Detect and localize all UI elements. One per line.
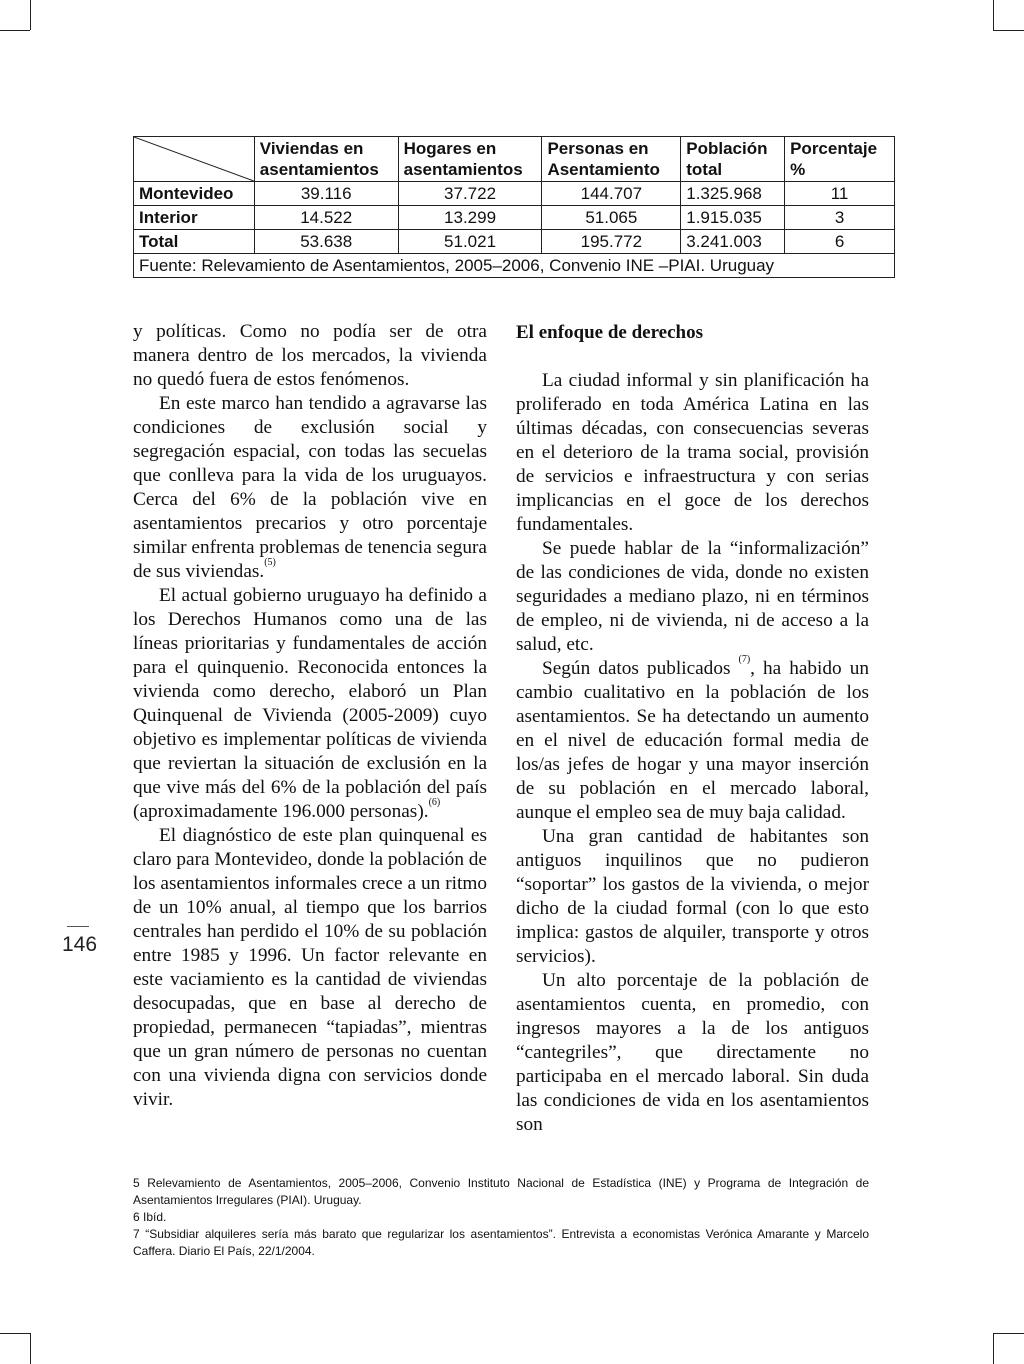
table-row [134, 206, 895, 230]
column-header: Hogares en asentamientos [398, 137, 542, 182]
table-cell: 51.065 [542, 206, 681, 230]
row-label: Montevideo [134, 182, 255, 206]
paragraph: La ciudad informal y sin planificación ha proliferado en toda América Latina en las últimas décadas, con consecuencias severas en el deterioro de la trama social, provisión de servicios e infraestructura y con serias implicancias en el goce de los derechos fundamentales. [516, 370, 869, 535]
paragraph [133, 392, 487, 584]
crop-mark [993, 1333, 994, 1364]
left-column [133, 320, 487, 1112]
table-cell: 1.915.035 [681, 206, 785, 230]
page-number: 146 [62, 933, 98, 956]
table-cell: 13.299 [398, 206, 542, 230]
crop-mark [30, 0, 31, 30]
table-cell: 144.707 [542, 182, 681, 206]
table-cell: 3.241.003 [681, 230, 785, 254]
table-row [134, 182, 895, 206]
crop-mark [0, 1333, 30, 1334]
table-source: Fuente: Relevamiento de Asentamientos, 2005–2006, Convenio INE –PIAI. Uruguay [134, 254, 895, 278]
paragraph [516, 654, 869, 825]
footnote-ref: (5) [264, 557, 276, 568]
right-column [516, 320, 869, 1137]
table-row [134, 230, 895, 254]
paragraph-text: El actual gobierno uruguayo ha definido a los Derechos Humanos como una de las líneas prioritarias y fundamentales de acción para el quinquenio. Reconocida entonces la vivienda como derecho, elaboró un Plan Quinquenal de Vivienda (2005-2009) cuyo objetivo es implementar políticas de vivienda que reviertan la situación de exclusión en la que vive más del 6% de la población del país (aproximadamente 196.000 personas). [133, 585, 487, 822]
paragraph: Un alto porcentaje de la población de asentamientos cuenta, en promedio, con ingresos mayores a la de los antiguos “cantegriles”, que directamente no participaba en el mercado laboral. Sin duda las condiciones de vida en los asentamientos son [516, 970, 869, 1135]
table-cell: 37.722 [398, 182, 542, 206]
settlements-table [133, 136, 895, 278]
paragraph-text: , ha habido un cambio cualitativo en la población de los asentamientos. Se ha detectando un aumento en el nivel de educación formal media de los/as jefes de hogar y una mayor inserción de su población en el mercado laboral, aunque el empleo sea de muy baja calidad. [516, 658, 869, 823]
footnote-ref: (7) [738, 654, 751, 665]
paragraph-text: Según datos publicados [542, 658, 739, 679]
table-cell: 195.772 [542, 230, 681, 254]
section-heading: El enfoque de derechos [516, 322, 704, 343]
footnote: 7 “Subsidiar alquileres sería más barato que regularizar los asentamientos”. Entrevista a economistas Verónica Amarante y Marcelo Caffera. Diario El País, 22/1/2004. [133, 1227, 869, 1258]
table-cell: 51.021 [398, 230, 542, 254]
column-header: Población total [681, 137, 785, 182]
paragraph-text: En este marco han tendido a agravarse las condiciones de exclusión social y segregación espacial, con todas las secuelas que conlleva para la vida de los uruguayos. Cerca del 6% de la población vive en asentamientos precarios y otro porcentaje similar enfrenta problemas de tenencia segura de sus viviendas. [133, 393, 487, 582]
crop-mark [993, 30, 1024, 31]
footnote-ref: (6) [428, 797, 441, 808]
footnotes [133, 1175, 869, 1260]
crop-mark [0, 30, 30, 31]
diagonal-line-icon [134, 137, 254, 181]
crop-mark [993, 1333, 1024, 1334]
footnote: 5 Relevamiento de Asentamientos, 2005–2006, Convenio Instituto Nacional de Estadística (INE) y Programa de Integración de Asentamientos Irregulares (PIAI). Uruguay. [133, 1176, 869, 1207]
table-cell: 39.116 [254, 182, 398, 206]
table-header-row [134, 137, 895, 182]
crop-mark [30, 1333, 31, 1364]
row-label: Total [134, 230, 255, 254]
table-cell: 53.638 [254, 230, 398, 254]
crop-mark [993, 0, 994, 30]
table-cell: 11 [785, 182, 895, 206]
paragraph: Se puede hablar de la “informalización” de las condiciones de vida, donde no existen seguridades a mediano plazo, ni en términos de empleo, ni de vivienda, ni de acceso a la salud, etc. [516, 538, 869, 655]
row-label: Interior [134, 206, 255, 230]
table-corner-cell [134, 137, 255, 182]
table-cell: 14.522 [254, 206, 398, 230]
footnote: 6 Ibíd. [133, 1210, 167, 1224]
table-cell: 6 [785, 230, 895, 254]
paragraph: Una gran cantidad de habitantes son antiguos inquilinos que no pudieron “soportar” los gastos de la vivienda, o mejor dicho de la ciudad formal (con lo que esto implica: gastos de alquiler, transporte y otros servicios). [516, 826, 869, 967]
column-header: Porcentaje % [785, 137, 895, 182]
paragraph: El diagnóstico de este plan quinquenal es claro para Montevideo, donde la población de los asentamientos informales crece a un ritmo de un 10% anual, al tiempo que los barrios centrales han perdido el 10% de su población entre 1985 y 1996. Un factor relevante en este vaciamiento es la cantidad de viviendas desocupadas, que en base al derecho de propiedad, permanecen “tapiadas”, mientras que un gran número de personas no cuentan con una vivienda digna con servicios donde vivir. [133, 825, 487, 1110]
column-header: Viviendas en asentamientos [254, 137, 398, 182]
table-cell: 1.325.968 [681, 182, 785, 206]
column-header: Personas en Asentamiento [542, 137, 681, 182]
table-cell: 3 [785, 206, 895, 230]
paragraph [133, 584, 487, 824]
page-number-rule [67, 926, 89, 927]
paragraph: y políticas. Como no podía ser de otra manera dentro de los mercados, la vivienda no quedó fuera de estos fenómenos. [133, 321, 487, 390]
table-source-row [134, 254, 895, 278]
